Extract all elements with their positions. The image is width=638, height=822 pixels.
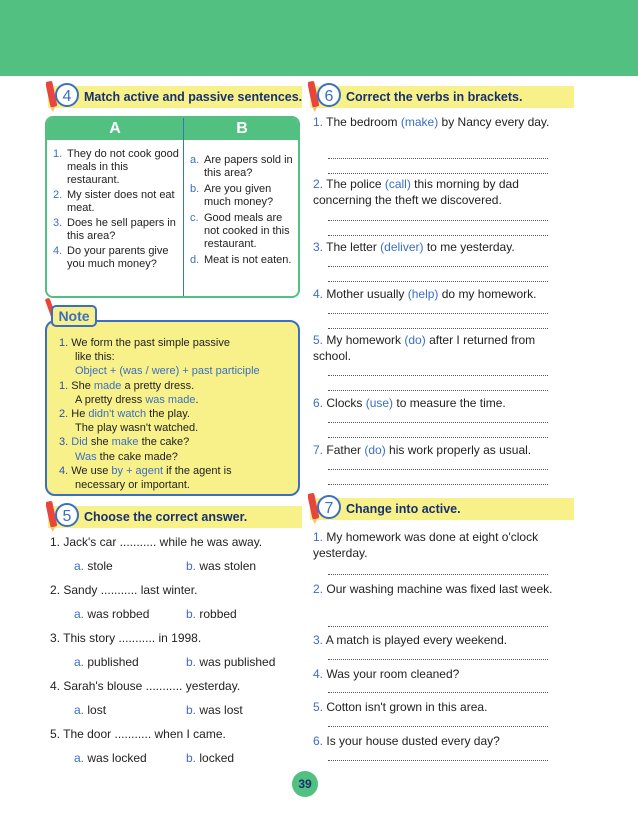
item-number: 1. [53,148,63,160]
list-item [190,212,298,251]
answer-line[interactable] [328,173,548,175]
exercise-item: 7. Father (do) his work properly as usual. [313,443,532,457]
option-b[interactable]: b. was published [186,655,276,669]
option-b[interactable]: b. robbed [186,607,237,621]
note-badge-label: Note [58,308,90,324]
option-b[interactable]: b. locked [186,751,235,765]
section-5-title: Choose the correct answer. [84,510,248,524]
option-b[interactable]: b. was stolen [186,559,257,573]
question: 2. Sandy ........... last winter. [50,583,198,597]
item-text: Good meals are not cooked in this restaurant. [204,212,290,250]
item-letter: a. [190,154,200,166]
exercise-item: 3. The letter (deliver) to me yesterday. [313,240,515,254]
section-4-number: 4 [62,88,72,105]
note-number: 1. [59,379,69,392]
list-item [190,254,298,267]
section-5-number: 5 [62,508,72,525]
item-number: 2. [53,189,63,201]
match-table [45,116,300,298]
item-text: Do your parents give you much money? [67,245,169,270]
exercise-item: 5. My homework (do) after I returned from school. [313,333,536,363]
item-text: Meat is not eaten. [204,254,292,266]
question: 3. This story ........... in 1998. [50,631,202,645]
answer-line[interactable] [328,760,548,762]
note-badge-icon [44,292,104,332]
note-number: 3. [59,436,69,449]
option-a[interactable]: a. lost [74,703,107,717]
section-5-header [48,506,302,528]
question: 4. Sarah's blouse ........... yesterday. [50,679,241,693]
exercise-item: 2. Our washing machine was fixed last week. [313,582,553,596]
item-text: Are papers sold in this area? [204,154,293,179]
answer-line[interactable] [328,484,548,486]
list-item [53,217,181,243]
answer-line[interactable] [328,726,548,728]
section-4-header [48,86,302,108]
answer-line[interactable] [328,469,548,471]
option-a[interactable]: a. was robbed [74,607,150,621]
note-box [45,320,300,496]
note-body: 1. We form the past simple passive like this: Object + (was / were) + past participle 1. She made a pretty dress. A pretty dress was made. 2. He didn't watch the play. The play wasn't watched. 3. Did she make the cake? Was the cake made? 4. We use by + agent if the agent is necessary or important. [59,336,295,492]
answer-line[interactable] [328,328,548,330]
answer-line[interactable] [328,281,548,283]
section-7-header [310,498,574,520]
item-text: They do not cook good meals in this restaurant. [67,148,179,186]
list-item [190,154,298,180]
answer-line[interactable] [328,437,548,439]
section-7-title: Change into active. [346,502,461,516]
exercise-item: 1. My homework was done at eight o'clock yesterday. [313,530,539,560]
exercise-item: 3. A match is played every weekend. [313,633,508,647]
column-a [53,148,181,273]
table-header [47,118,298,140]
item-letter: d. [190,254,200,266]
item-number: 3. [53,217,63,229]
page-number: 39 [292,771,318,797]
answer-line[interactable] [328,375,548,377]
answer-line[interactable] [328,220,548,222]
answer-line[interactable] [328,266,548,268]
section-4-title: Match active and passive sentences. [84,90,303,104]
list-item [53,245,181,271]
exercise-item: 4. Mother usually (help) do my homework. [313,287,537,301]
list-item [53,189,181,215]
answer-line[interactable] [328,313,548,315]
section-6-header [310,86,574,108]
exercise-item: 4. Was your room cleaned? [313,667,460,681]
note-text: like this: [75,351,115,364]
option-b[interactable]: b. was lost [186,703,243,717]
answer-line[interactable] [328,235,548,237]
pencil-number-icon [46,79,80,113]
answer-line[interactable] [328,574,548,576]
pencil-number-icon [46,499,80,533]
item-text: My sister does not eat meat. [67,189,175,214]
note-number: 4. [59,464,69,477]
col-a-header: A [109,120,121,137]
note-number: 1. [59,337,69,349]
column-b [190,154,298,269]
question: 1. Jack's car ........... while he was away. [50,535,263,549]
option-a[interactable]: a. was locked [74,751,147,765]
item-letter: b. [190,183,200,195]
item-letter: c. [190,212,199,224]
note-number: 2. [59,408,69,421]
list-item [190,183,298,209]
answer-line[interactable] [328,626,548,628]
pencil-number-icon [308,491,342,525]
note-text: We form the past simple passive [71,337,230,349]
list-item [53,148,181,187]
section-6-number: 6 [324,88,334,105]
item-text: Does he sell papers in this area? [67,217,176,242]
question: 5. The door ........... when I came. [50,727,226,741]
column-divider [183,118,184,296]
note-formula: Object + (was / were) + past participle [75,365,260,378]
item-text: Are you given much money? [204,183,274,208]
exercise-item: 6. Clocks (use) to measure the time. [313,396,506,410]
exercise-item: 2. The police (call) this morning by dad concerning the theft we discovered. [313,177,519,207]
answer-line[interactable] [328,390,548,392]
pencil-number-icon [308,79,342,113]
answer-line[interactable] [328,659,548,661]
answer-line[interactable] [328,692,548,694]
item-number: 4. [53,245,63,257]
option-a[interactable]: a. stole [74,559,113,573]
exercise-item: 5. Cotton isn't grown in this area. [313,700,488,714]
answer-line[interactable] [328,158,548,160]
answer-line[interactable] [328,422,548,424]
exercise-item: 6. Is your house dusted every day? [313,734,500,748]
section-7-number: 7 [324,500,334,517]
header-band [0,0,638,76]
section-6-title: Correct the verbs in brackets. [346,90,523,104]
col-b-header: B [236,120,248,137]
option-a[interactable]: a. published [74,655,139,669]
exercise-item: 1. The bedroom (make) by Nancy every day. [313,115,550,129]
